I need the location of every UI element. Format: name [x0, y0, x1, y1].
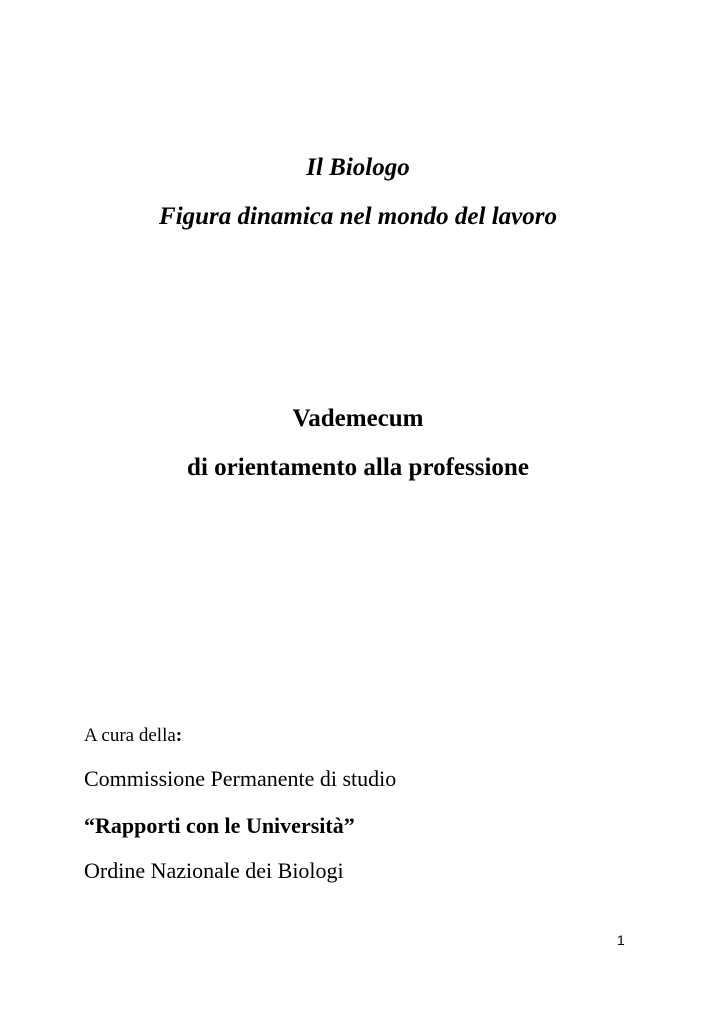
page-number: 1 [617, 932, 625, 948]
credits-intro-text: A cura della [84, 725, 176, 746]
title-line-1: Il Biologo [306, 154, 410, 181]
credits-intro-colon: : [175, 725, 183, 746]
title-line-2: Figura dinamica nel mondo del lavoro [159, 203, 557, 230]
credits-commission: Commissione Permanente di studio [84, 766, 397, 791]
credits-organization: Ordine Nazionale dei Biologi [84, 858, 344, 883]
subtitle-line-1: Vademecum [292, 405, 424, 432]
credits-commission-name: “Rapporti con le Università” [84, 813, 355, 838]
subtitle-line-2: di orientamento alla professione [187, 454, 529, 481]
credits-intro [84, 725, 182, 747]
